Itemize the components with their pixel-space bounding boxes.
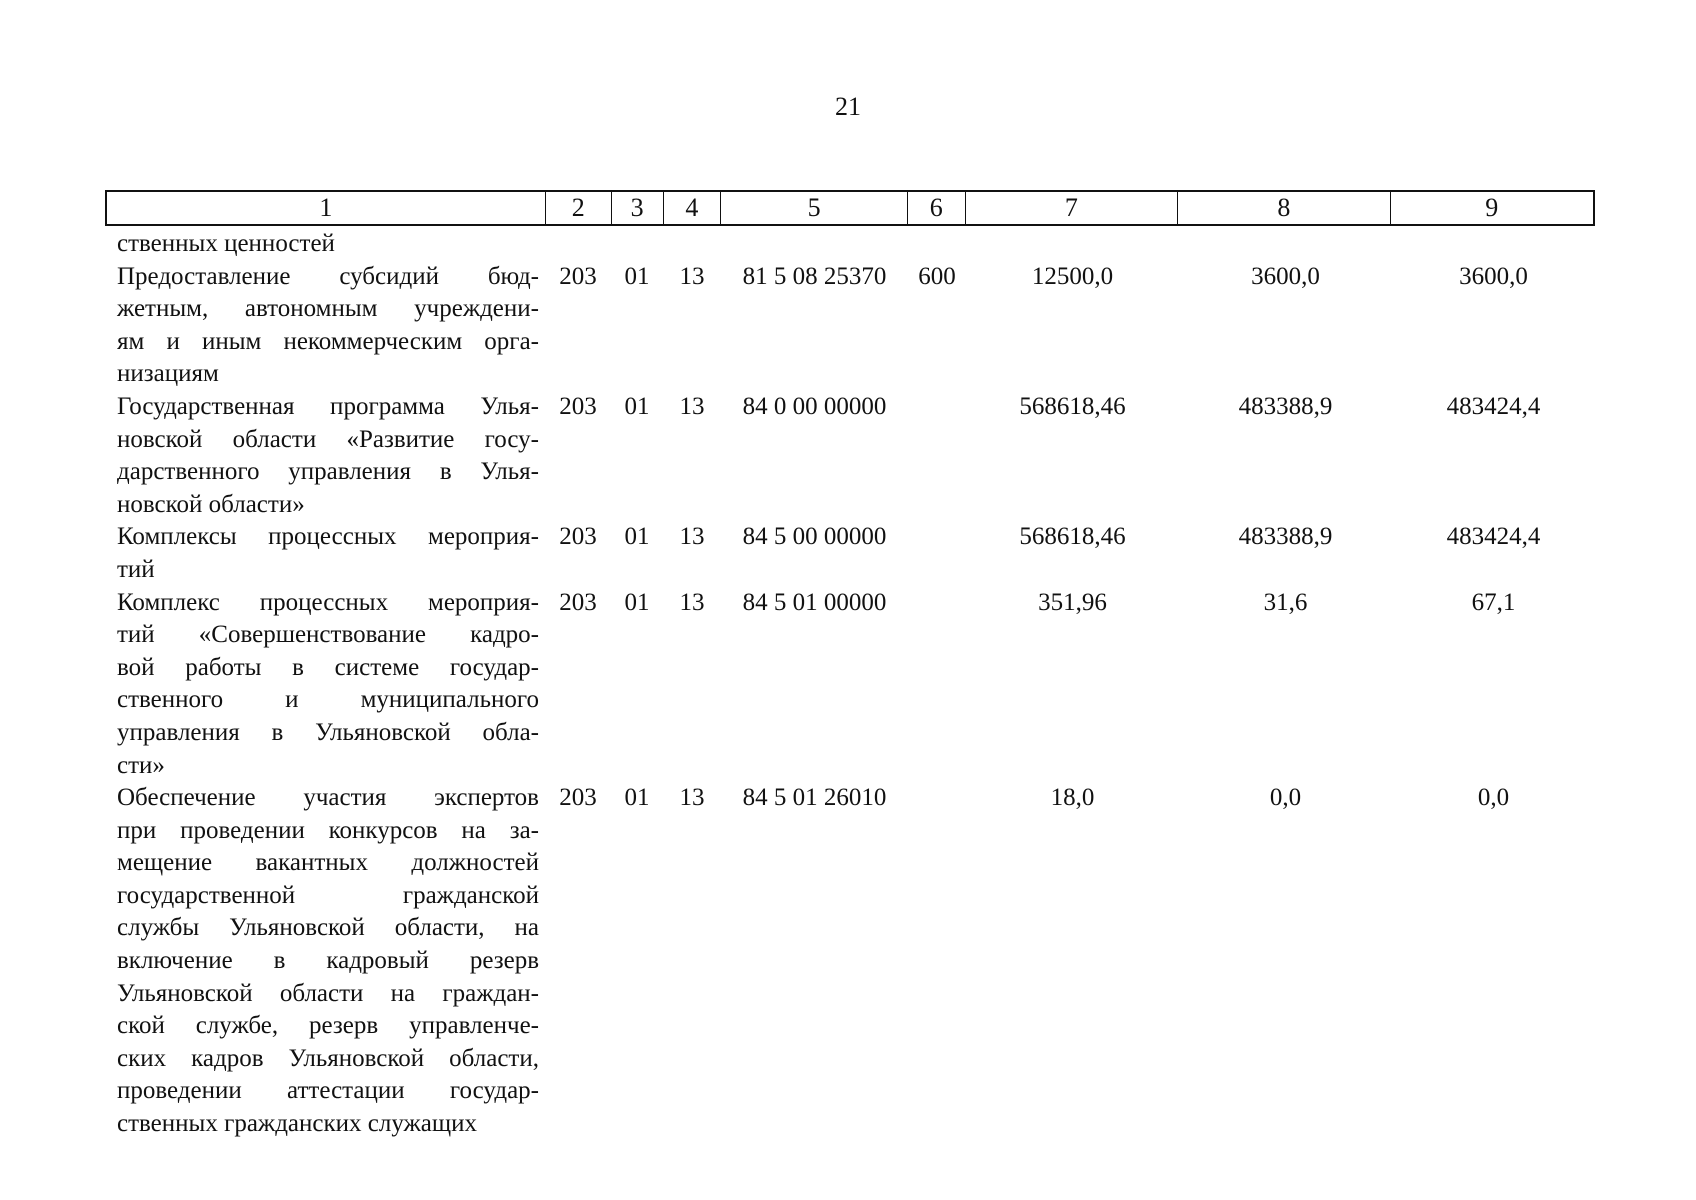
row-cell-col-5: 84 5 01 00000: [742, 588, 887, 616]
row-cell-col-8: 483388,9: [1238, 392, 1333, 420]
row-name-line: новской области»: [117, 490, 305, 518]
row-name-cell: [105, 391, 545, 521]
row-cell-col-2: 203: [559, 588, 597, 616]
row-name-line: дарственного управления в Улья-: [117, 458, 539, 486]
row-name-line: тий: [117, 555, 155, 583]
row-name-line: проведении аттестации государ-: [117, 1077, 539, 1105]
row-cell-col-5: 81 5 08 25370: [742, 262, 887, 290]
row-cell-col-5: 84 5 00 00000: [742, 523, 887, 551]
row-cell-col-2: 203: [559, 784, 597, 812]
row-cell-col-8: 483388,9: [1238, 523, 1333, 551]
row-cell-col-7: 351,96: [1038, 588, 1107, 616]
table-body: [105, 228, 1595, 1141]
row-cell-col-4: 13: [679, 784, 705, 812]
row-cell-col-2: 203: [559, 262, 597, 290]
row-cell-col-3: 01: [624, 262, 650, 290]
row-cell-col-7: 18,0: [1050, 784, 1095, 812]
row-cell-col-4: 13: [679, 392, 705, 420]
row-name-line: тий «Совершенствование кадро-: [117, 621, 539, 649]
header-col-7: 7: [966, 192, 1178, 224]
header-col-8: 8: [1178, 192, 1390, 224]
row-name-line: службы Ульяновской области, на: [117, 914, 539, 942]
row-cell-col-8: 31,6: [1263, 588, 1308, 616]
row-name-line: вой работы в системе государ-: [117, 653, 539, 681]
row-name-line: ской службе, резерв управленче-: [117, 1012, 539, 1040]
table-header: [105, 190, 1595, 226]
row-name-line: мещение вакантных должностей: [117, 849, 539, 877]
row-cell-col-6: 600: [918, 262, 956, 290]
table-row: [105, 261, 1595, 391]
row-cell-col-8: 3600,0: [1251, 262, 1320, 290]
row-name-line: ственных ценностей: [117, 230, 335, 257]
row-cell-col-4: 13: [679, 262, 705, 290]
row-cell-col-9: 483424,4: [1446, 392, 1541, 420]
row-name-line: Ульяновской области на граждан-: [117, 979, 539, 1007]
row-cell-col-9: 3600,0: [1459, 262, 1528, 290]
row-cell-col-5: 84 5 01 26010: [742, 784, 887, 812]
row-name-cell: [105, 587, 545, 783]
row-name-line: ям и иным некоммерческим орга-: [117, 327, 539, 355]
header-col-9: 9: [1485, 193, 1499, 222]
row-cell-col-3: 01: [624, 523, 650, 551]
row-name-line: Обеспечение участия экспертов: [117, 784, 539, 812]
row-name-line: Предоставление субсидий бюд-: [117, 262, 539, 290]
row-name-line: низациям: [117, 360, 219, 388]
row-cell-col-9: 0,0: [1477, 784, 1510, 812]
row-name-line: управления в Ульяновской обла-: [117, 718, 539, 746]
row-name-line: ственного и муниципального: [117, 686, 539, 714]
row-name-line: включение в кадровый резерв: [117, 947, 539, 975]
row-name-line: сти»: [117, 751, 165, 779]
row-name-line: ских кадров Ульяновской области,: [117, 1044, 539, 1072]
row-name-line: Государственная программа Улья-: [117, 392, 539, 420]
row-cell-col-9: 483424,4: [1446, 523, 1541, 551]
row-cell-col-7: 12500,0: [1031, 262, 1114, 290]
row-cell-col-9: 67,1: [1471, 588, 1516, 616]
header-col-5: 5: [721, 192, 908, 224]
row-cell-col-5: 84 0 00 00000: [742, 392, 887, 420]
row-name-line: при проведении конкурсов на за-: [117, 816, 539, 844]
row-name-line: жетным, автономным учреждени-: [117, 295, 539, 323]
row-cell-col-2: 203: [559, 392, 597, 420]
row-name-line: Комплексы процессных мероприя-: [117, 523, 539, 551]
page-number: 21: [835, 92, 861, 121]
table-row: [105, 587, 1595, 783]
header-col-4: 4: [664, 192, 722, 224]
row-cell-col-3: 01: [624, 392, 650, 420]
row-name-line: ственных гражданских служащих: [117, 1110, 478, 1138]
row-name-cell: [105, 261, 545, 391]
table-row: [105, 391, 1595, 521]
header-col-2: 2: [546, 192, 612, 224]
row-name-line: новской области «Развитие госу-: [117, 425, 539, 453]
row-cell-col-3: 01: [624, 784, 650, 812]
row-cell-col-7: 568618,46: [1019, 523, 1126, 551]
row-name-cell: [105, 782, 545, 1141]
row-cell-col-3: 01: [624, 588, 650, 616]
row-name-cell: [105, 228, 545, 261]
header-col-3: 3: [612, 192, 664, 224]
row-cell-col-7: 568618,46: [1019, 392, 1126, 420]
row-cell-col-4: 13: [679, 523, 705, 551]
row-name-cell: [105, 521, 545, 586]
row-name-line: Комплекс процессных мероприя-: [117, 588, 539, 616]
table-row: [105, 228, 1595, 261]
header-col-6: 6: [908, 192, 966, 224]
table-row: [105, 782, 1595, 1141]
table-row: [105, 521, 1595, 586]
row-name-line: государственной гражданской: [117, 881, 539, 909]
row-cell-col-8: 0,0: [1269, 784, 1302, 812]
row-cell-col-4: 13: [679, 588, 705, 616]
row-cell-col-2: 203: [559, 523, 597, 551]
header-col-1: 1: [107, 192, 546, 224]
